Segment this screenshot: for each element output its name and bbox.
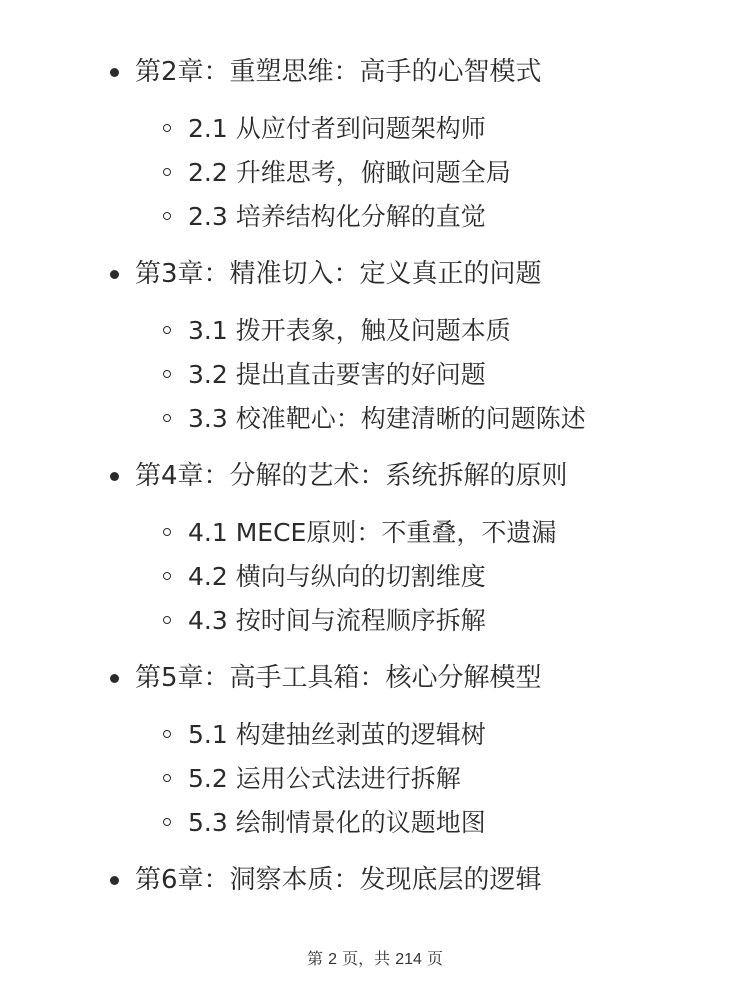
chapter-title: 第2章：重塑思维：高手的心智模式 [135, 57, 542, 87]
section-title: 2.3 培养结构化分解的直觉 [188, 202, 486, 231]
chapter-title: 第3章：精准切入：定义真正的问题 [135, 259, 542, 289]
hollow-bullet-icon [163, 124, 171, 132]
hollow-bullet-icon [163, 818, 171, 826]
section-title: 5.3 绘制情景化的议题地图 [188, 808, 486, 837]
hollow-bullet-icon [163, 326, 171, 334]
section-title: 2.1 从应付者到问题架构师 [188, 114, 486, 143]
hollow-bullet-icon [163, 168, 171, 176]
section-title: 4.1 MECE原则：不重叠，不遗漏 [188, 518, 557, 547]
hollow-bullet-icon [163, 616, 171, 624]
chapter-title: 第6章：洞察本质：发现底层的逻辑 [135, 865, 542, 895]
footer-prefix: 第 [306, 949, 323, 968]
hollow-bullet-icon [163, 572, 171, 580]
section-title: 4.2 横向与纵向的切割维度 [188, 562, 486, 591]
filled-bullet-icon [110, 472, 119, 481]
hollow-bullet-icon [163, 730, 171, 738]
footer-middle: 页，共 [342, 949, 391, 968]
section-title: 2.2 升维思考，俯瞰问题全局 [188, 158, 511, 187]
filled-bullet-icon [110, 68, 119, 77]
chapter-title: 第5章：高手工具箱：核心分解模型 [135, 663, 542, 693]
hollow-bullet-icon [163, 414, 171, 422]
hollow-bullet-icon [163, 370, 171, 378]
section-title: 3.2 提出直击要害的好问题 [188, 360, 486, 389]
current-page-number: 2 [328, 951, 337, 968]
filled-bullet-icon [110, 270, 119, 279]
section-title: 3.3 校准靶心：构建清晰的问题陈述 [188, 404, 586, 433]
total-page-count: 214 [395, 951, 422, 968]
filled-bullet-icon [110, 674, 119, 683]
section-title: 4.3 按时间与流程顺序拆解 [188, 606, 486, 635]
chapter-title: 第4章：分解的艺术：系统拆解的原则 [135, 461, 568, 491]
hollow-bullet-icon [163, 528, 171, 536]
section-title: 3.1 拨开表象，触及问题本质 [188, 316, 511, 345]
filled-bullet-icon [110, 876, 119, 885]
hollow-bullet-icon [163, 212, 171, 220]
section-title: 5.1 构建抽丝剥茧的逻辑树 [188, 720, 486, 749]
section-title: 5.2 运用公式法进行拆解 [188, 764, 461, 793]
page-footer [0, 948, 750, 971]
footer-suffix: 页 [427, 949, 444, 968]
hollow-bullet-icon [163, 774, 171, 782]
